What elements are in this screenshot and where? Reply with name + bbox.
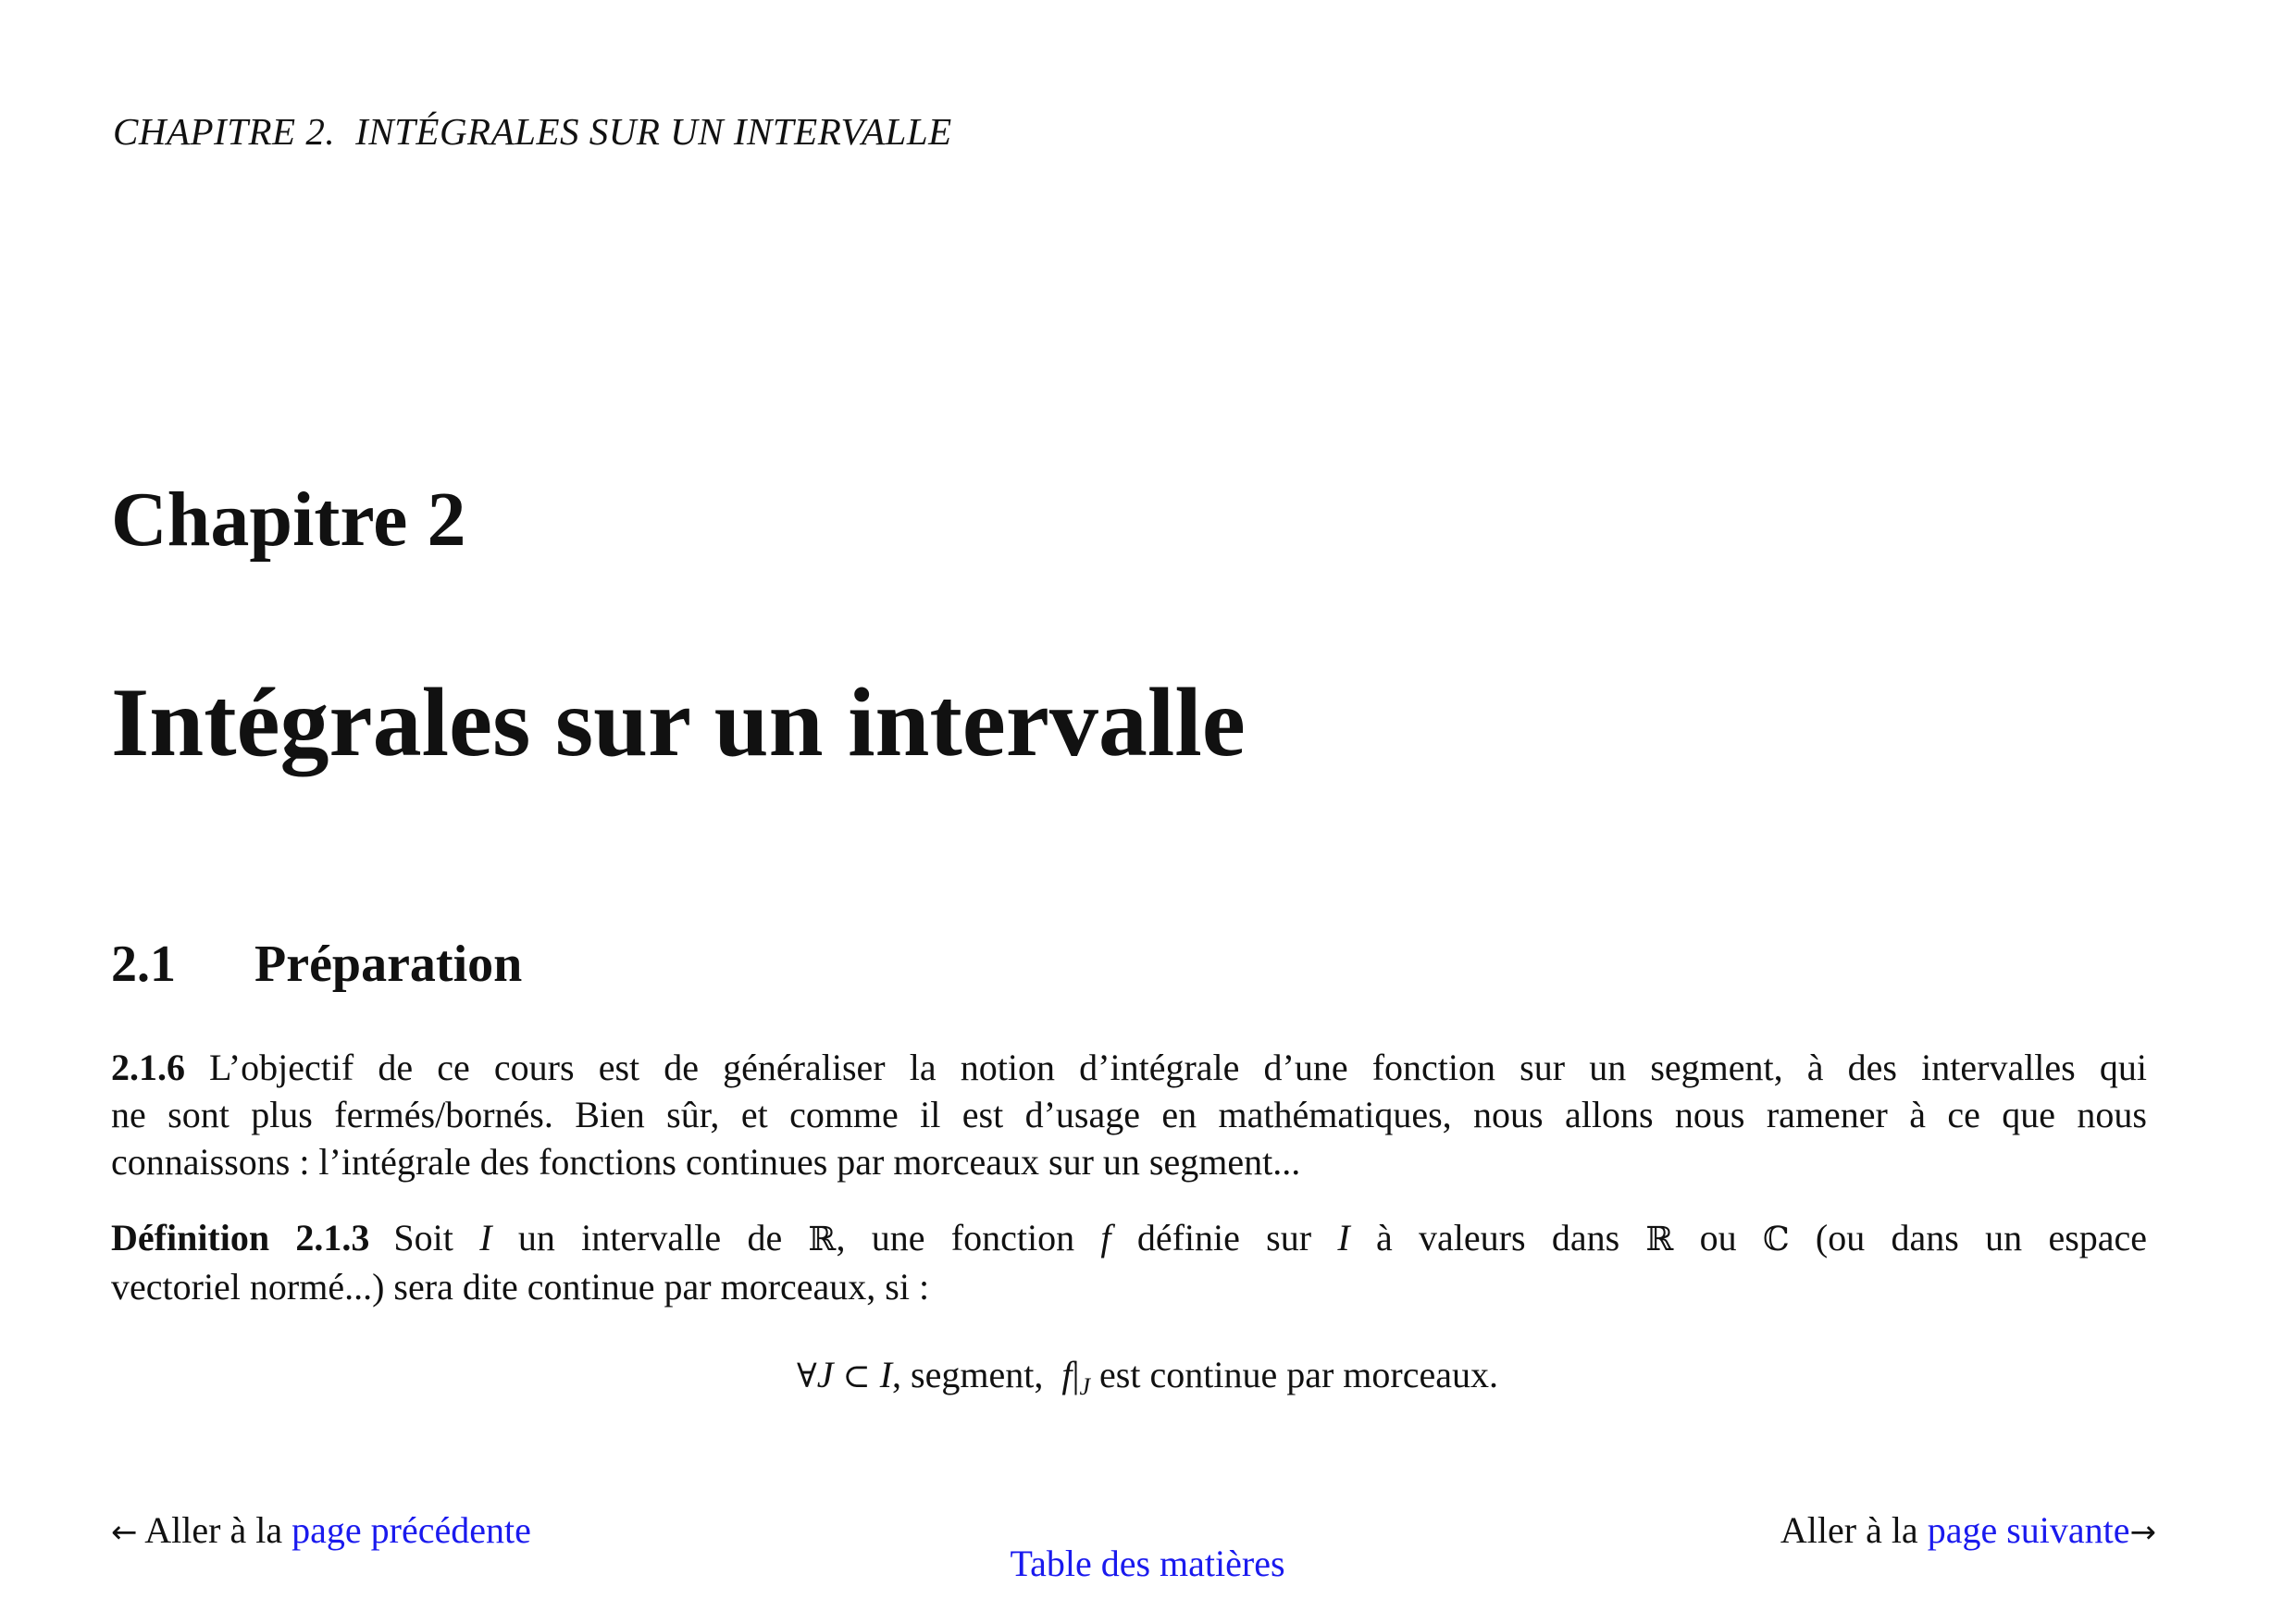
previous-page-link[interactable]: page précédente <box>292 1509 531 1551</box>
formula-text: , segment, <box>892 1354 1044 1395</box>
definition-text: ou <box>1699 1217 1737 1258</box>
table-of-contents-link[interactable]: Table des matières <box>1010 1543 1285 1584</box>
arrow-left-icon: ← <box>111 1514 138 1551</box>
math-set-complex: ℂ <box>1762 1221 1790 1258</box>
definition-line: vectoriel normé...) sera dite continue par morceaux, si : <box>111 1266 930 1308</box>
chapter-title: Intégrales sur un intervalle <box>111 668 1246 776</box>
formula-text: est continue par morceaux. <box>1099 1354 1498 1395</box>
definition-text: Soit <box>393 1217 453 1258</box>
forall-symbol: ∀ <box>797 1357 817 1395</box>
math-var: I <box>1337 1217 1350 1258</box>
section-title: Préparation <box>254 936 523 993</box>
nav-toc <box>0 1545 2295 1582</box>
paragraph-text: L’objectif de ce cours est de généraliser la notion d’intégrale d’une fonction sur un segment, à des intervalles qui <box>209 1047 2147 1088</box>
section-heading <box>111 936 523 993</box>
nav-previous <box>111 1509 531 1551</box>
definition-text: (ou dans un espace <box>1815 1217 2148 1258</box>
math-var: J <box>816 1354 834 1395</box>
nav-next <box>1780 1509 2156 1551</box>
math-set-reals: ℝ <box>1645 1221 1674 1258</box>
arrow-right-icon: → <box>2129 1514 2156 1551</box>
definition-line <box>111 1214 2147 1263</box>
math-var: f <box>1061 1354 1073 1395</box>
math-subscript: J <box>1079 1373 1091 1400</box>
math-set-reals: ℝ <box>808 1221 837 1258</box>
section-number: 2.1 <box>111 936 176 993</box>
definition-text: à valeurs dans <box>1375 1217 1620 1258</box>
next-page-link[interactable]: page suivante <box>1927 1509 2130 1551</box>
paragraph-line <box>111 1044 2147 1091</box>
paragraph-line: connaissons : l’intégrale des fonctions continues par morceaux sur un segment... <box>111 1141 1301 1183</box>
display-formula <box>0 1351 2295 1410</box>
chapter-label: Chapitre 2 <box>111 477 466 563</box>
subset-symbol: ⊂ <box>842 1357 871 1395</box>
definition-2-1-3 <box>111 1214 2147 1310</box>
running-header-chapter-name: INTÉGRALES SUR UN INTERVALLE <box>355 110 952 153</box>
math-var: I <box>879 1354 893 1395</box>
restriction-bar: | <box>1072 1354 1080 1395</box>
math-var: f <box>1100 1217 1111 1258</box>
definition-label: Définition 2.1.3 <box>111 1217 370 1258</box>
nav-previous-text: Aller à la <box>144 1509 283 1551</box>
paragraph-2-1-6 <box>111 1044 2147 1185</box>
paragraph-line: ne sont plus fermés/bornés. Bien sûr, et comme il est d’usage en mathématiques, nous allons nous ramener à ce que nous <box>111 1094 2147 1135</box>
definition-text: , une fonction <box>836 1217 1075 1258</box>
running-header-chapter-ref: CHAPITRE 2. <box>113 110 336 153</box>
nav-next-text: Aller à la <box>1780 1509 1918 1551</box>
running-header <box>113 109 952 154</box>
definition-text: définie sur <box>1136 1217 1312 1258</box>
math-var: I <box>479 1217 492 1258</box>
definition-text: un intervalle de <box>517 1217 783 1258</box>
paragraph-label: 2.1.6 <box>111 1047 185 1088</box>
